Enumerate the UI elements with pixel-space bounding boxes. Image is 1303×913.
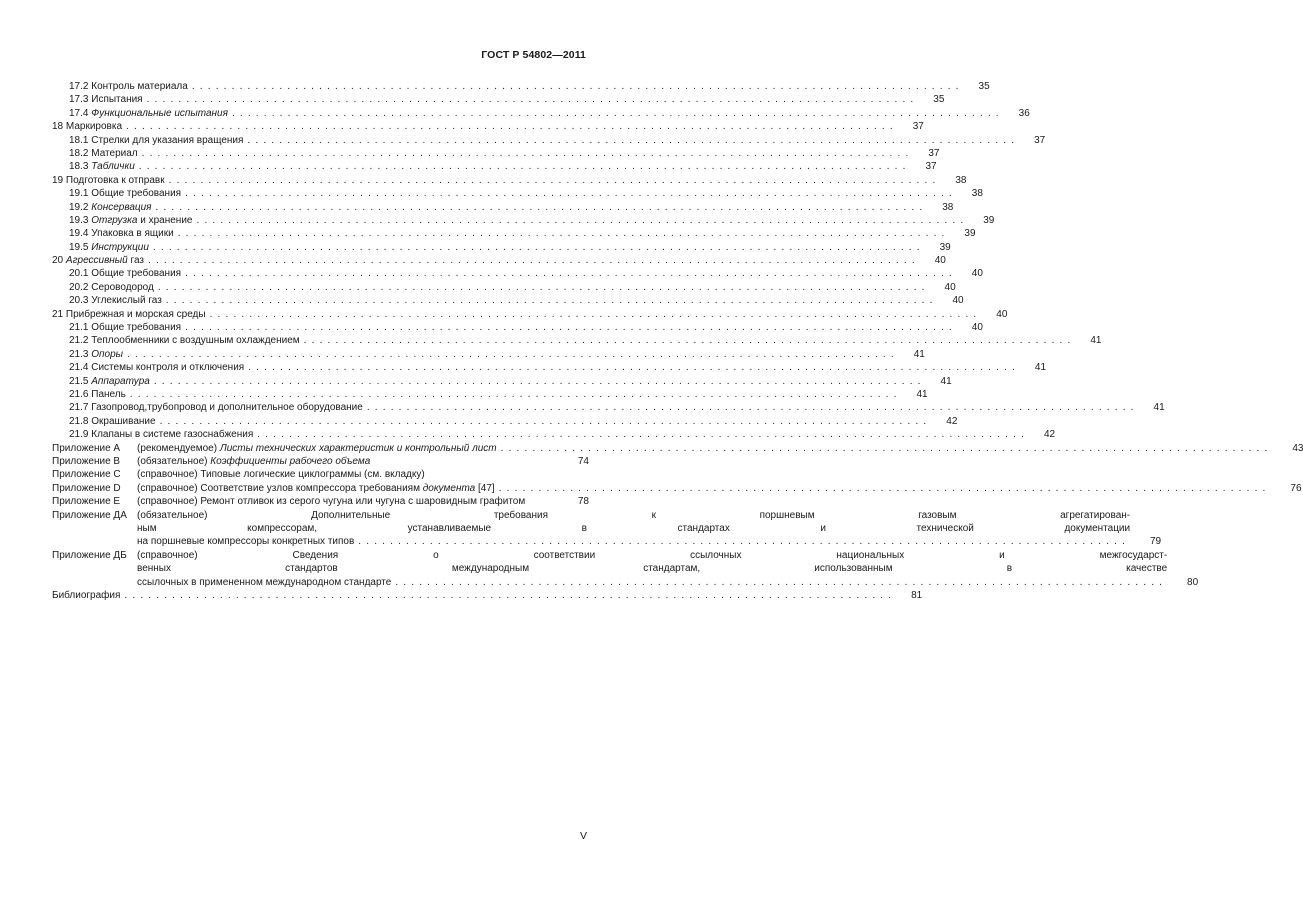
toc-entry [69, 401, 363, 414]
toc-sections [52, 80, 1165, 442]
toc-entry-text: Газопровод,трубопровод и дополнительное оборудование [91, 402, 363, 414]
toc-row[interactable] [52, 321, 983, 334]
toc-section-number: 19.1 [69, 188, 89, 200]
toc-appendix-title [137, 509, 1130, 522]
toc-page-number: 42 [1043, 429, 1056, 441]
toc-page-number: 41 [1090, 335, 1102, 347]
toc-appendix-body [137, 455, 589, 468]
toc-appendix-title [137, 482, 495, 495]
toc-section-number: 19.4 [69, 228, 89, 240]
toc-appendix-label: Приложение ДБ [52, 549, 127, 561]
leader-dots [367, 401, 1135, 414]
toc-page-number: 39 [983, 214, 995, 226]
leader-dots [192, 80, 960, 93]
toc-section-number: 21 [52, 308, 64, 320]
toc-page-number: 40 [971, 322, 983, 334]
toc-page-number: 41 [1153, 402, 1165, 414]
toc-appendix-body [137, 442, 1303, 455]
toc-entry-text: Функциональные испытания [91, 107, 228, 119]
toc-entry-text: (справочное) Типовые логические циклограммы (см. вкладку) [137, 469, 425, 481]
toc-entry [69, 294, 162, 307]
toc-entry-text: Общие требования [91, 268, 182, 280]
toc-appendix-row[interactable] [52, 482, 1302, 495]
toc-appendix-row[interactable] [52, 455, 589, 468]
toc-appendix-title [137, 442, 497, 455]
toc-row[interactable] [52, 361, 1047, 374]
toc-entry [69, 375, 150, 388]
toc-entry-text: (рекомендуемое) [137, 442, 220, 454]
toc-entry-text: [47] [475, 482, 495, 494]
toc-page-number: 78 [577, 496, 589, 508]
toc-section-number: 17.2 [69, 81, 89, 92]
toc-row[interactable] [52, 254, 946, 267]
leader-dots [126, 120, 894, 133]
toc-entry-text: Общие требования [91, 188, 182, 200]
toc-bibliography-row[interactable] [52, 589, 923, 602]
toc-entry-text: и хранение [137, 214, 193, 226]
toc-section-number: 18.1 [69, 134, 89, 146]
toc-row[interactable] [52, 308, 1008, 321]
toc-appendix-line [137, 468, 589, 481]
toc-row[interactable] [52, 428, 1056, 441]
toc-entry-text: (справочное) Соответствие узлов компрессора требованиям [137, 482, 423, 494]
toc-entry [69, 334, 300, 347]
leader-dots [196, 214, 964, 227]
toc-section-number: 17.4 [69, 107, 89, 119]
leader-dots [160, 415, 928, 428]
leader-dots [358, 535, 1126, 548]
toc-entry-text: документа [422, 482, 476, 494]
leader-dots [139, 160, 907, 173]
toc-entry-text: (справочное) Ремонт отливок из серого чугуна или чугуна с шаровидным графитом [137, 496, 526, 508]
toc-appendices [52, 442, 1303, 589]
toc-page-number: 37 [912, 121, 924, 133]
leader-dots [153, 241, 921, 254]
toc-entry-text: Общие требования [91, 322, 182, 334]
toc-page-number: 42 [946, 415, 958, 427]
toc-page-number: 80 [1187, 576, 1199, 588]
toc-entry [69, 361, 244, 374]
toc-bibliography-label: Библиография [52, 589, 121, 601]
leader-dots [304, 334, 1072, 347]
toc-entry-text: Клапаны в системе газоснабжения [91, 429, 254, 441]
toc-section-number: 21.8 [69, 415, 89, 427]
toc-page-number: 39 [964, 228, 976, 240]
table-of-contents [52, 80, 1303, 602]
toc-appendix-title [137, 468, 456, 481]
leader-dots [142, 147, 910, 160]
toc-entry [69, 267, 181, 280]
toc-entry [69, 415, 156, 428]
toc-appendix-line [137, 509, 1161, 522]
page-folio: V [579, 830, 587, 842]
toc-row[interactable] [52, 147, 940, 160]
toc-section-number: 19.2 [69, 201, 89, 213]
toc-entry [69, 428, 253, 441]
toc-page-number: 38 [971, 188, 983, 200]
toc-section-number: 21.9 [69, 429, 89, 441]
toc-entry-text: Подготовка к отправк [65, 174, 165, 186]
toc-page-number: 74 [577, 455, 589, 467]
toc-appendix-line [137, 455, 589, 468]
toc-entry-text: Листы технических характеристик и контрольный лист [219, 442, 497, 454]
toc-entry-text: Сероводород [91, 281, 154, 293]
toc-entry-text: Агрессивный [65, 255, 128, 267]
toc-entry-text: Коэффициенты рабочего объема [210, 455, 371, 467]
toc-appendix-line [137, 549, 1198, 562]
leader-dots [257, 428, 1025, 441]
toc-entry [69, 107, 228, 120]
toc-appendix-title [137, 576, 391, 589]
leader-dots [154, 375, 922, 388]
leader-dots [185, 321, 953, 334]
toc-section-number: 20.3 [69, 295, 89, 307]
toc-appendix-title [137, 549, 1167, 562]
toc-entry-text: Отгрузка [91, 214, 138, 226]
toc-page-number: 37 [1034, 134, 1046, 146]
leader-dots [169, 174, 937, 187]
toc-entry [69, 187, 181, 200]
toc-appendix-label: Приложение С [52, 469, 121, 481]
toc-entry-text: Таблички [91, 161, 135, 173]
toc-entry-text: Инструкции [91, 241, 149, 253]
toc-appendix-title [137, 455, 370, 468]
toc-entry-text: (справочное) Сведения о соответствии ссылочных национальных и межгосударст- [137, 549, 1168, 561]
toc-entry-text: Прибрежная и морская среды [65, 308, 206, 320]
toc-appendix-body [137, 549, 1198, 589]
toc-row[interactable] [52, 334, 1102, 347]
toc-appendix-line [137, 442, 1303, 455]
toc-entry [69, 321, 181, 334]
toc-page-number: 35 [933, 94, 945, 106]
toc-appendix-title [137, 562, 1167, 575]
leader-dots [185, 267, 953, 280]
toc-row[interactable] [52, 174, 967, 187]
toc-appendix-title [137, 495, 525, 508]
toc-section-number: 17.3 [69, 94, 89, 106]
toc-entry [69, 80, 188, 93]
toc-appendix-body [137, 468, 589, 481]
toc-section-number: 21.2 [69, 335, 89, 347]
leader-dots [156, 201, 924, 214]
toc-entry [69, 160, 135, 173]
toc-entry-text: Теплообменники с воздушным охлаждением [91, 335, 300, 347]
leader-dots [158, 281, 926, 294]
toc-entry [52, 120, 122, 133]
toc-entry-text: Маркировка [65, 121, 123, 133]
toc-entry-text: венных стандартов международным стандартам, использованным в качестве [137, 563, 1168, 575]
toc-entry-text: Окрашивание [91, 415, 156, 427]
toc-entry-text: (обязательное) [137, 455, 211, 467]
toc-page-number: 81 [911, 589, 923, 601]
toc-section-number: 21.7 [69, 402, 89, 414]
toc-section-number: 20.2 [69, 281, 89, 293]
toc-appendix-line [137, 495, 589, 508]
toc-row[interactable] [52, 214, 995, 227]
leader-dots [148, 254, 916, 267]
toc-page-number: 38 [955, 174, 967, 186]
toc-row[interactable] [52, 93, 945, 106]
toc-page-number: 37 [925, 161, 937, 173]
toc-page-number: 36 [1018, 107, 1030, 119]
toc-row[interactable] [52, 160, 937, 173]
toc-entry-text: Панель [91, 388, 126, 400]
toc-entry-text: Упаковка в ящики [91, 228, 174, 240]
toc-appendix-row[interactable] [52, 468, 589, 481]
toc-section-number: 21.5 [69, 375, 89, 387]
toc-page-number: 41 [916, 388, 928, 400]
toc-section-number: 18.2 [69, 147, 89, 159]
leader-dots [247, 134, 1015, 147]
toc-section-number: 21.1 [69, 322, 89, 334]
toc-section-number: 18 [52, 121, 64, 133]
toc-appendix-body [137, 509, 1161, 549]
toc-page-number: 35 [978, 81, 990, 92]
toc-appendix-body [137, 495, 589, 508]
toc-entry-text: Углекислый газ [91, 295, 162, 307]
leader-dots [499, 482, 1267, 495]
toc-section-number: 21.6 [69, 388, 89, 400]
leader-dots [248, 361, 1016, 374]
toc-appendix-row[interactable] [52, 442, 1303, 455]
toc-row[interactable] [52, 134, 1046, 147]
toc-page-number: 40 [996, 308, 1008, 320]
leader-dots [178, 227, 946, 240]
toc-appendix-label: Приложение ДА [52, 509, 127, 521]
toc-entry-text: ным компрессорам, устанавливаемые в стандартах и технической документации [137, 522, 1131, 534]
toc-appendix-row[interactable] [52, 509, 1162, 549]
toc-appendix-label: Приложение В [52, 455, 121, 467]
toc-section-number: 19.3 [69, 214, 89, 226]
toc-row[interactable] [52, 401, 1165, 414]
toc-page-number: 41 [940, 375, 952, 387]
toc-page-number: 39 [939, 241, 951, 253]
toc-entry [52, 308, 206, 321]
toc-appendix-row[interactable] [52, 549, 1199, 589]
toc-page-number: 76 [1290, 482, 1302, 494]
toc-entry-text: ссылочных в примененном международном стандарте [137, 576, 392, 588]
document-header: ГОСТ Р 54802—2011 [481, 49, 586, 61]
toc-entry-text: Стрелки для указания вращения [91, 134, 244, 146]
toc-page-number: 37 [928, 147, 940, 159]
toc-section-number: 19 [52, 174, 64, 186]
toc-section-number: 18.3 [69, 161, 89, 173]
leader-dots [147, 93, 915, 106]
toc-row[interactable] [52, 227, 976, 240]
toc-row[interactable] [52, 348, 925, 361]
toc-page-number: 40 [934, 255, 946, 267]
toc-entry-text: Испытания [91, 94, 143, 106]
toc-page-number: 79 [1149, 536, 1162, 548]
toc-row[interactable] [52, 294, 964, 307]
toc-appendix-label: Приложение А [52, 442, 121, 454]
toc-row[interactable] [52, 187, 983, 200]
toc-appendix-title [137, 535, 354, 548]
leader-dots [166, 294, 934, 307]
toc-page-number: 40 [944, 281, 956, 293]
toc-section-number: 20 [52, 255, 64, 267]
toc-row[interactable] [52, 281, 956, 294]
toc-page-number: 43 [1292, 442, 1303, 454]
toc-entry [69, 93, 143, 106]
toc-appendix-line [137, 576, 1198, 589]
toc-entry-text: Опоры [91, 348, 124, 360]
toc-row[interactable] [52, 267, 983, 280]
toc-entry [69, 227, 174, 240]
toc-appendix-title [137, 522, 1130, 535]
toc-appendix-label: Приложение D [52, 482, 121, 494]
toc-row[interactable] [52, 241, 951, 254]
toc-section-number: 20.1 [69, 268, 89, 280]
toc-row[interactable] [52, 415, 958, 428]
leader-dots [232, 107, 1000, 120]
toc-row[interactable] [52, 201, 954, 214]
toc-appendix-body [137, 482, 1302, 495]
toc-row[interactable] [52, 120, 924, 133]
toc-section-number: 21.4 [69, 362, 89, 374]
toc-row[interactable] [52, 80, 990, 93]
toc-entry [69, 214, 192, 227]
toc-entry-text: Контроль материала [91, 81, 188, 92]
toc-page-number: 38 [942, 201, 954, 213]
toc-entry-text: Системы контроля и отключения [91, 362, 245, 374]
leader-dots [210, 308, 978, 321]
toc-section-number: 19.5 [69, 241, 89, 253]
toc-row[interactable] [52, 107, 1030, 120]
toc-entry [52, 254, 144, 267]
leader-dots [395, 576, 1163, 589]
toc-entry [69, 147, 138, 160]
toc-appendix-line [137, 535, 1161, 548]
toc-entry [69, 348, 123, 361]
toc-appendix-line [137, 482, 1302, 495]
toc-entry-text: Консервация [91, 201, 152, 213]
toc-row[interactable] [52, 388, 928, 401]
toc-appendix-line [137, 522, 1161, 535]
toc-page-number: 40 [952, 295, 964, 307]
toc-appendix-label: Приложение Е [52, 496, 121, 508]
toc-entry-text: газ [127, 255, 144, 267]
toc-entry [69, 388, 126, 401]
toc-appendix-row[interactable] [52, 495, 589, 508]
toc-entry [69, 134, 243, 147]
toc-entry [69, 281, 154, 294]
leader-dots [130, 388, 898, 401]
toc-page-number: 41 [913, 348, 925, 360]
toc-entry-text: Аппаратура [91, 375, 150, 387]
leader-dots [501, 442, 1269, 455]
leader-dots [185, 187, 953, 200]
toc-entry [69, 241, 149, 254]
toc-entry [69, 201, 152, 214]
leader-dots [127, 348, 895, 361]
toc-page-number: 40 [971, 268, 983, 280]
toc-page-number: 41 [1034, 362, 1047, 374]
toc-entry [52, 174, 165, 187]
toc-appendix-line [137, 562, 1198, 575]
toc-entry-text: на поршневые компрессоры конкретных типов [137, 536, 355, 548]
toc-row[interactable] [52, 375, 952, 388]
leader-dots [124, 589, 892, 602]
toc-entry-text: Материал [91, 147, 138, 159]
toc-entry-text: (обязательное) Дополнительные требования к поршневым газовым агрегатирован- [137, 509, 1131, 521]
toc-section-number: 21.3 [69, 348, 89, 360]
